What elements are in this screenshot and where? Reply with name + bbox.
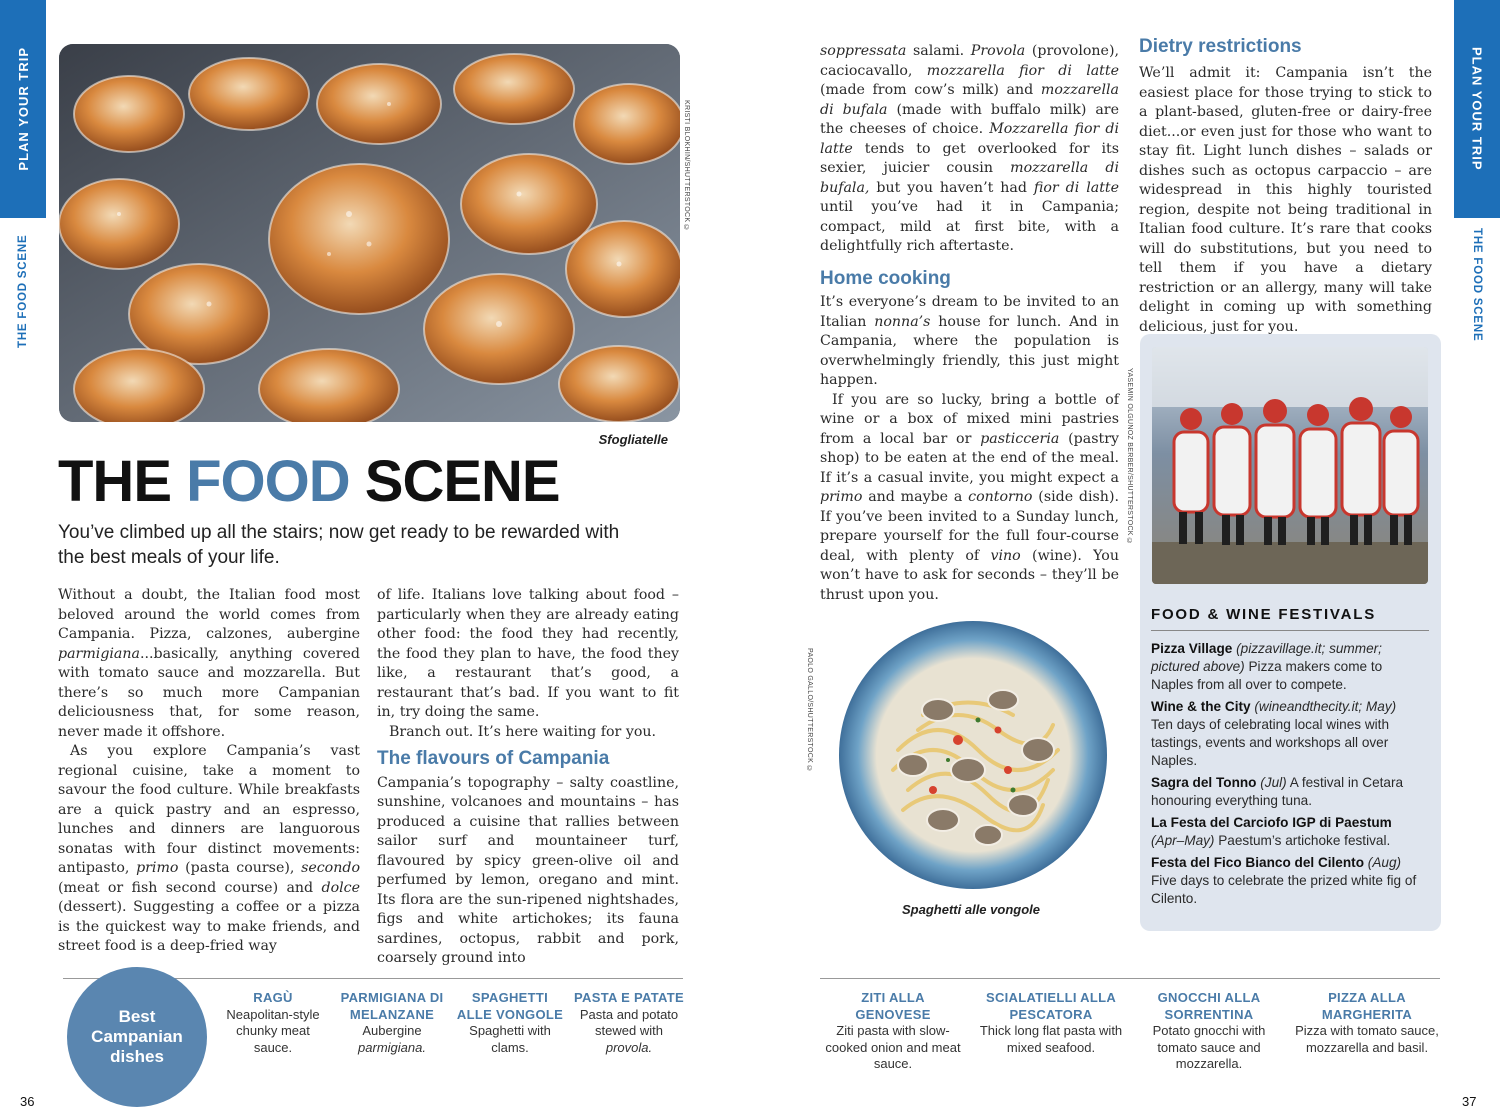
paragraph: We’ll admit it: Campania isn’t the easiest place for those trying to stick to a plant-based, gluten-free or dairy-free diet...or even just for those who want to stay fit. Light lunch dishes – salads or dishes such as octopus carpaccio – are widespread in this highly touristed region, despite not being traditional in Italian food culture. It’s rare that cooks will do substitutions, but you need to tell them if you have a dietary restriction or an allergy, many will take delight in coming up with something delicious, just for you. bbox=[1139, 65, 1432, 335]
paragraph: Branch out. It’s here waiting for you. bbox=[389, 723, 657, 740]
caption-spaghetti: Spaghetti alle vongole bbox=[902, 902, 1040, 917]
photo-credit-spaghetti: PAOLO GALLO/SHUTTERSTOCK © bbox=[806, 648, 813, 773]
column-4 bbox=[1139, 36, 1432, 337]
page-title: THE FOOD SCENE bbox=[58, 449, 560, 514]
sfogliatelle-illustration bbox=[59, 44, 680, 422]
column-2 bbox=[377, 586, 679, 969]
dish-item: ZITI ALLA GENOVESE Ziti pasta with slow-cooked onion and meat sauce. bbox=[825, 990, 961, 1071]
page-number-right: 37 bbox=[1462, 1094, 1477, 1109]
paragraph: It’s everyone’s dream to be invited to an Italian nonna’s house for lunch. And in Campania, where the population is overwhelmingly friendly, this just might happen. bbox=[820, 294, 1119, 388]
dish-item: PARMIGIANA DI MELANZANE Aubergine parmigiana. bbox=[340, 990, 444, 1055]
section-label-right: THE FOOD SCENE bbox=[1471, 228, 1483, 342]
paragraph: Without a doubt, the Italian food most beloved around the world comes from Campania. Pizza, calzones, aubergine parmigiana...basically, anything covered with tomato sauce and mozzarella. But there’s so much more Campanian deliciousness that, for some reason, never made it offshore. bbox=[58, 587, 360, 740]
festival-list bbox=[1151, 640, 1421, 912]
spaghetti-photo bbox=[838, 620, 1108, 890]
heading-home-cooking: Home cooking bbox=[820, 267, 951, 289]
paragraph: As you explore Campania’s vast regional cuisine, take a moment to savour the food culture. While breakfasts are a quick pastry and an espresso, lunches and dinners are languorous sonatas with four distinct movements: antipasto, primo (pasta course), secondo (meat or fish second course) and dolce (dessert). Suggesting a coffee or a pizza is the quickest way to make friends, and street food is a deep-fried way bbox=[58, 743, 360, 954]
festival-item: Wine & the City (wineandthecity.it; May) Ten days of celebrating local wines with tastings, events and workshops all over Naples. bbox=[1151, 699, 1397, 768]
dish-item: SCIALATIELLI ALLA PESCATORA Thick long flat pasta with mixed seafood. bbox=[979, 990, 1123, 1055]
paragraph: Campania’s topography – salty coastline, sunshine, volcanoes and mountains – has produced a cuisine that rallies between sailor surf and mountaineer turf, flavoured by spicy green-olive oil and perfumed by lemon, oregano and mint. Its flora are the sun-ripened nightshades, figs and white artichokes; its fauna sardines, octopus, rabbit and pork, coarsely ground into bbox=[377, 774, 679, 966]
festival-item: La Festa del Carciofo IGP di Paestum (Apr–May) Paestum’s artichoke festival. bbox=[1151, 815, 1392, 848]
heading-flavours: The flavours of Campania bbox=[377, 748, 610, 769]
divider-right bbox=[820, 978, 1440, 979]
section-label-left: THE FOOD SCENE bbox=[17, 234, 29, 348]
column-1 bbox=[58, 586, 360, 957]
paragraph: soppressata salami. Provola (provolone), caciocavallo, mozzarella fior di latte (made from cow’s milk) and mozzarella di bufala (made with buffalo milk) are the cheeses of choice. Mozzarella fior di latte tends to get overlooked for its sexier, juicier cousin mozzarella di bufala, but you haven’t had fior di latte until you’ve had it in Campania; compact, mild at first bite, with a delightfully rich aftertaste. bbox=[820, 43, 1119, 254]
paragraph: of life. Italians love talking about food – particularly when they are already eating other food: the food they had recently, the food they plan to have, the food they like, a restaurant that’s good, a restaurant that’s bad. If you want to fit in, try doing the same. bbox=[377, 587, 679, 720]
caption-sfogliatelle: Sfogliatelle bbox=[598, 432, 668, 447]
photo-credit-sfogliatelle: KRISTI BLOKHIN/SHUTTERSTOCK © bbox=[683, 100, 690, 232]
festival-box-title: FOOD & WINE FESTIVALS bbox=[1151, 606, 1429, 631]
dish-item: PIZZA ALLA MARGHERITA Pizza with tomato sauce, mozzarella and basil. bbox=[1295, 990, 1439, 1055]
plan-your-trip-tab-right: PLAN YOUR TRIP bbox=[1454, 0, 1500, 218]
festival-photo bbox=[1152, 347, 1428, 584]
heading-dietry: Dietry restrictions bbox=[1139, 36, 1302, 57]
standfirst: You’ve climbed up all the stairs; now get ready to be rewarded with the best meals of your life. bbox=[58, 522, 620, 568]
dish-item: GNOCCHI ALLA SORRENTINA Potato gnocchi with tomato sauce and mozzarella. bbox=[1152, 990, 1266, 1071]
festival-item: Festa del Fico Bianco del Cilento (Aug) Five days to celebrate the prized white fig of Cilento. bbox=[1151, 855, 1417, 906]
dish-item: SPAGHETTI ALLE VONGOLE Spaghetti with clams. bbox=[456, 990, 564, 1055]
festival-box bbox=[1140, 334, 1441, 931]
best-dishes-badge: Best Campanian dishes bbox=[67, 967, 207, 1107]
photo-credit-festival: YASEMIN OLGUNOZ BERBER/SHUTTERSTOCK © bbox=[1126, 368, 1133, 546]
plan-your-trip-tab-left: PLAN YOUR TRIP bbox=[0, 0, 46, 218]
dish-item: RAGÙ Neapolitan-style chunky meat sauce. bbox=[226, 990, 320, 1055]
dish-item: PASTA E PATATE Pasta and potato stewed with provola. bbox=[574, 990, 684, 1055]
column-3 bbox=[820, 42, 1119, 605]
festival-illustration bbox=[1152, 347, 1428, 584]
festival-item: Pizza Village (pizzavillage.it; summer; pictured above) Pizza makers come to Naples from all over to compete. bbox=[1151, 641, 1383, 692]
page-number-left: 36 bbox=[20, 1094, 35, 1109]
festival-item: Sagra del Tonno (Jul) A festival in Cetara honouring everything tuna. bbox=[1151, 775, 1404, 808]
spaghetti-illustration bbox=[838, 620, 1108, 890]
paragraph: If you are so lucky, bring a bottle of wine or a box of mixed mini pastries from a local bar or pasticceria (pastry shop) to be eaten at the end of the meal. If it’s a casual invite, you might expect a primo and maybe a contorno (side dish). If you’ve been invited to a Sunday lunch, prepare yourself for the full four-course deal, with plenty of vino (wine). You won’t have to ask for seconds – they’ll be thrust upon you. bbox=[820, 391, 1119, 603]
sfogliatelle-photo bbox=[59, 44, 680, 422]
